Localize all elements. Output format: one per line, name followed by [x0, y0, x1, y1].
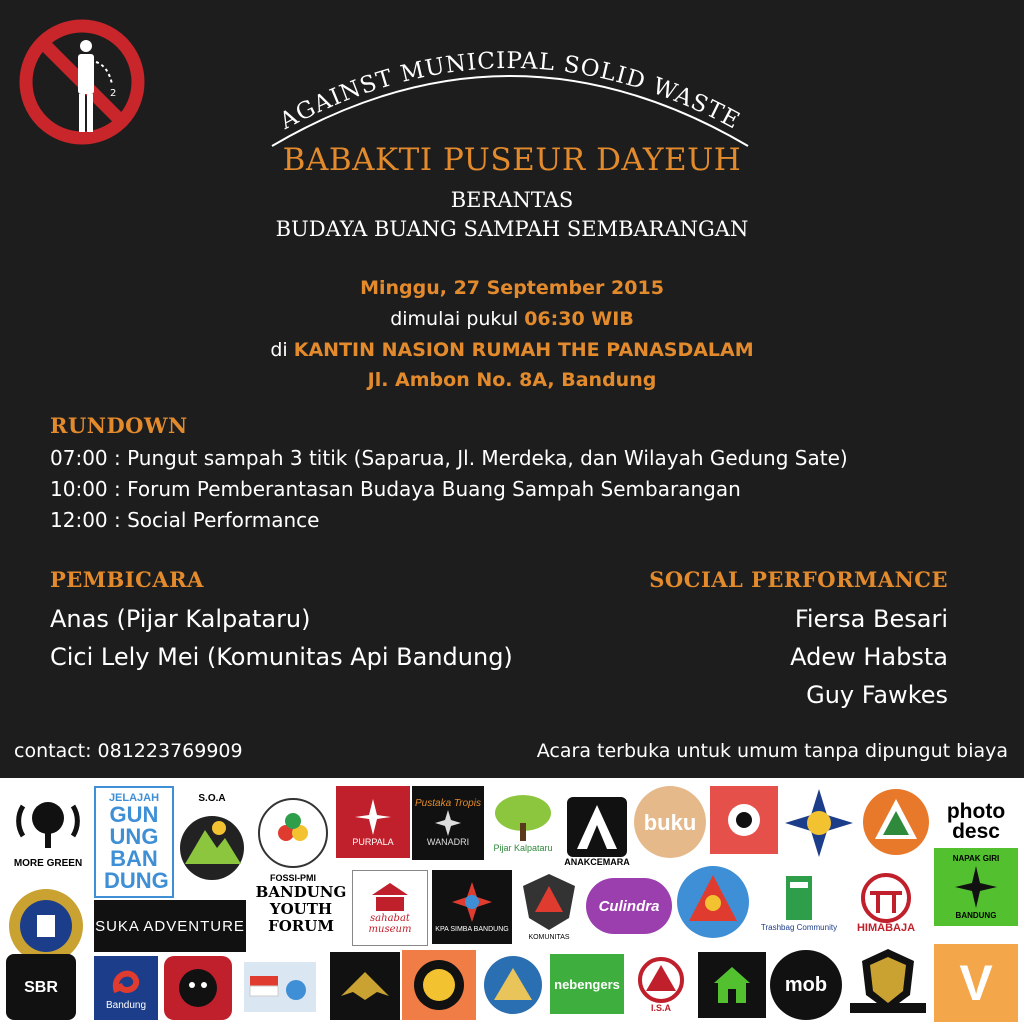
eagle-icon [339, 966, 391, 1006]
speakers-heading: PEMBICARA [50, 567, 204, 592]
performance-list [790, 600, 948, 714]
gunung-text: GUN UNG BAN DUNG [104, 801, 169, 893]
svg-text:2: 2 [110, 88, 117, 99]
rundown-item [50, 477, 741, 501]
star-badge-logo [782, 786, 856, 860]
buku-logo: buku [634, 786, 706, 858]
star-icon [434, 809, 462, 837]
knot-icon [109, 966, 143, 1000]
a-letter-icon [567, 797, 627, 857]
compass-icon [353, 797, 393, 837]
performer-item: Fiersa Besari [794, 605, 948, 633]
performer-item: Guy Fawkes [806, 681, 948, 709]
house-logo [698, 952, 766, 1018]
pijar-kalpataru-logo [486, 786, 560, 860]
united-bandung-logo [846, 944, 930, 1020]
rundown-desc: : Social Performance [107, 508, 320, 532]
round-emblem-icon [675, 863, 751, 941]
event-subtitle-1: BERANTAS [450, 188, 574, 212]
tree-icon [491, 793, 555, 843]
anakcemara-logo [562, 786, 632, 878]
pijar-text: Pijar Kalpataru [493, 842, 553, 853]
fossi-pmi-logo [252, 786, 334, 890]
himabaja-logo [840, 862, 932, 944]
rundown-item [50, 446, 848, 470]
pendaki-logo [402, 950, 476, 1020]
more-green-text: MORE GREEN [13, 857, 83, 869]
red-club-logo [710, 786, 778, 854]
rundown-desc: : Forum Pemberantasan Budaya Buang Sampah Sembarangan [107, 477, 741, 501]
kpa-simba-logo [432, 870, 512, 944]
event-venue-line [0, 339, 1024, 361]
rundown-time: 10:00 [50, 477, 108, 501]
v-logo: V [934, 944, 1018, 1022]
photo-text: photo [946, 800, 1006, 823]
komunitas-text: KOMUNITAS [528, 933, 570, 941]
himabaja-text: HIMABAJA [856, 921, 916, 934]
speaker-item: Anas (Pijar Kalpataru) [50, 605, 311, 633]
sahabat-text: sahabat museum [368, 913, 412, 935]
goodness-logo [164, 956, 232, 1020]
circle-emblem-icon [256, 793, 330, 873]
gate-icon [856, 873, 916, 923]
rundown-heading: RUNDOWN [50, 413, 188, 438]
bandung-script-text: Bandung [105, 999, 147, 1011]
house-icon [710, 963, 754, 1007]
mountain-round-logo [480, 950, 546, 1020]
tree-icon [13, 796, 83, 858]
wanadri-text: WANADRI [426, 837, 470, 847]
speakers-list [50, 600, 513, 676]
time-prefix: dimulai pukul [390, 308, 525, 330]
event-title: BABAKTI PUSEUR DAYEUH [282, 142, 742, 178]
purpala-text: PURPALA [352, 836, 394, 847]
sponsor-logos [0, 778, 1024, 1024]
isa-logo [628, 952, 694, 1018]
rundown-time: 07:00 [50, 446, 108, 470]
event-time: 06:30 WIB [524, 308, 634, 330]
napak-giri-logo [934, 848, 1018, 926]
arc-text: AGAINST MUNICIPAL SOLID WASTE [275, 47, 745, 135]
svg-text:AGAINST MUNICIPAL SOLID WASTE [275, 48, 745, 135]
event-address: Jl. Ambon No. 8A, Bandung [367, 369, 657, 391]
photo-desc-logo [934, 792, 1018, 852]
suka-adventure-logo: SUKA ADVENTURE [94, 900, 246, 952]
museum-icon [370, 881, 410, 913]
bandung-script-logo [94, 956, 158, 1020]
no-littering-icon [14, 14, 150, 150]
pustaka-text: Pustaka Tropis [415, 798, 481, 809]
bandung-youth-forum-logo: BANDUNG YOUTH FORUM [255, 882, 347, 935]
jelajah-text: JELAJAH [108, 791, 160, 804]
contact-info: contact: 081223769909 [14, 740, 243, 762]
sbr-logo: SBR [6, 954, 76, 1020]
gunung-bandung-logo [94, 786, 174, 898]
emblem-icon [724, 800, 764, 840]
napak-text: NAPAK GIRI [952, 854, 1000, 863]
mask-icon [175, 965, 221, 1011]
wanadri-logo [412, 786, 484, 860]
flag-icon [240, 952, 320, 1018]
orange-mountain-logo [860, 786, 932, 858]
more-green-logo [6, 786, 90, 878]
trashbag-text: Trashbag Community [760, 922, 838, 932]
arc-heading [250, 18, 770, 148]
flag-community-logo [238, 950, 322, 1020]
mountain-circle-icon [861, 787, 931, 857]
performer-item: Adew Habsta [790, 643, 948, 671]
purpala-logo [336, 786, 410, 858]
event-venue: KANTIN NASION RUMAH THE PANASDALAM [293, 339, 754, 361]
star-emblem-icon [450, 880, 494, 924]
eagle-logo [330, 952, 400, 1020]
culindra-logo: Culindra [586, 878, 672, 934]
soa-logo [176, 786, 248, 890]
rundown-time: 12:00 [50, 508, 108, 532]
trashbag-logo [760, 868, 838, 938]
triangle-icon [636, 957, 686, 1003]
trashbag-icon [784, 874, 814, 922]
rundown-desc: : Pungut sampah 3 titik (Saparua, Jl. Merdeka, dan Wilayah Gedung Sate) [107, 446, 848, 470]
event-subtitle-2: BUDAYA BUANG SAMPAH SEMBARANGAN [275, 217, 749, 241]
fossi-text: FOSSI-PMI [269, 872, 316, 883]
speaker-item: Cici Lely Mei (Komunitas Api Bandung) [50, 643, 513, 671]
mountain-circle-icon [482, 954, 544, 1016]
circle-badge-icon [411, 957, 467, 1013]
sahabat-museum-logo [352, 870, 428, 946]
kpa-text: KPA SIMBA BANDUNG [435, 925, 509, 933]
venue-prefix: di [270, 339, 294, 361]
nebengers-logo: nebengers [550, 954, 624, 1014]
compass-icon [953, 864, 999, 910]
free-admission-note: Acara terbuka untuk umum tanpa dipungut biaya [536, 740, 1008, 762]
isa-text: I.S.A [650, 1002, 671, 1013]
komunitas-logo [516, 870, 582, 944]
shield-icon [519, 872, 579, 932]
performance-heading: SOCIAL PERFORMANCE [649, 567, 948, 592]
event-time-line [0, 308, 1024, 330]
soa-text: S.O.A [198, 792, 226, 804]
event-date: Minggu, 27 September 2015 [360, 277, 664, 299]
rundown-item [50, 508, 320, 532]
star-badge-icon [783, 787, 855, 859]
national-park-logo [674, 862, 752, 942]
mob-logo: mob [770, 950, 842, 1020]
mountain-badge-icon [179, 804, 245, 884]
desc-text: desc [952, 820, 1000, 843]
crest-icon [848, 945, 928, 1019]
bandung-small-text: BANDUNG [955, 911, 997, 920]
anakcemara-text: ANAKCEMARA [564, 856, 630, 867]
